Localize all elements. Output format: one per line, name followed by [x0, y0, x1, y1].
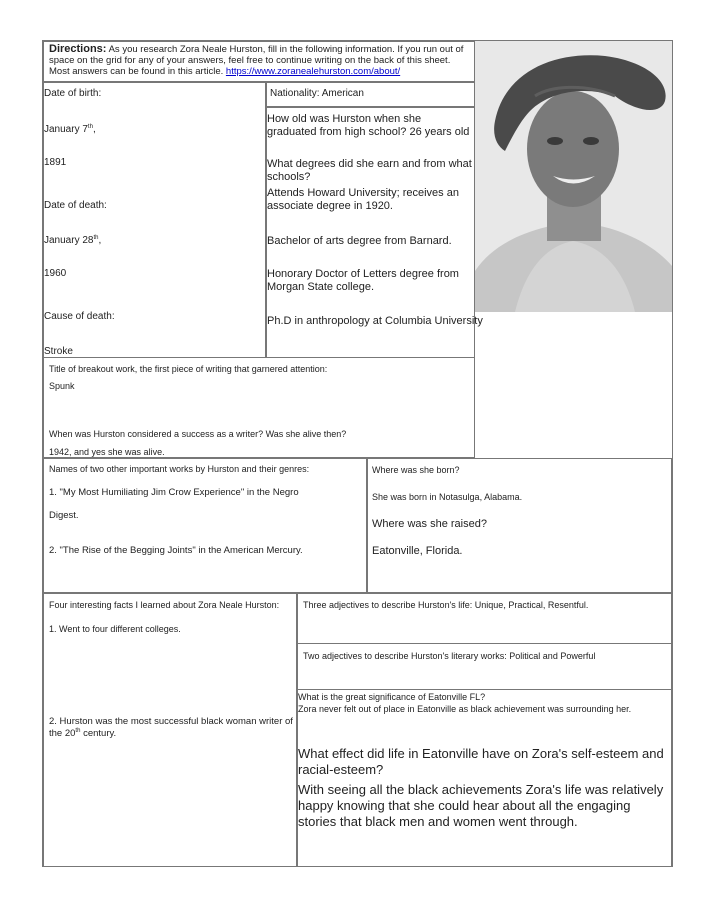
fact-item-2-text: 2. Hurston was the most successful black woman writer of the 20	[49, 716, 293, 739]
birth-label: Date of birth:	[44, 88, 102, 99]
cause-label: Cause of death:	[44, 311, 115, 322]
death-month-day: January 28	[44, 235, 94, 246]
adjectives-works: Two adjectives to describe Hurston's literary works: Political and Powerful	[303, 651, 596, 661]
cause-value: Stroke	[44, 346, 73, 357]
nationality: Nationality: American	[270, 88, 364, 99]
born-answer: She was born in Notasulga, Alabama.	[372, 492, 523, 502]
born-question: Where was she born?	[372, 465, 460, 475]
breakout-question: Title of breakout work, the first piece of writing that garnered attention:	[49, 364, 328, 374]
fact-item-2-end: century.	[80, 728, 117, 739]
degree-item: Honorary Doctor of Letters degree from Morgan State college.	[267, 268, 459, 293]
raised-question: Where was she raised?	[372, 518, 487, 530]
eatonville-box	[297, 689, 672, 867]
degree-item: Ph.D in anthropology at Columbia University	[267, 315, 483, 327]
portrait-photo	[475, 41, 672, 312]
birth-year: 1891	[44, 157, 67, 168]
adjectives-life: Three adjectives to describe Hurston's life: Unique, Practical, Resentful.	[303, 600, 589, 610]
directions	[49, 44, 473, 77]
success-answer: 1942, and yes she was alive.	[49, 447, 165, 457]
effect-answer: With seeing all the black achievements Zora's life was relatively happy knowing that she could hear about all the engaging stories that black men and women went through.	[298, 782, 664, 829]
fact-item-1: 1. Went to four different colleges.	[49, 624, 181, 634]
work-item-2: 2. "The Rise of the Begging Joints" in the American Mercury.	[49, 545, 303, 556]
directions-label: Directions:	[49, 43, 107, 55]
eatonville-answer: Zora never felt out of place in Eatonville as black achievement was surrounding her.	[298, 704, 632, 714]
degrees-question: What degrees did she earn and from what schools?	[267, 158, 472, 183]
facts-label: Four interesting facts I learned about Zora Neale Hurston:	[49, 600, 280, 610]
work-item-1-continued: Digest.	[49, 510, 79, 521]
degree-item: Attends Howard University; receives an associate degree in 1920.	[267, 187, 459, 212]
eatonville-question: What is the great significance of Eatonville FL?	[298, 692, 486, 702]
breakout-answer: Spunk	[49, 381, 75, 391]
success-question: When was Hurston considered a success as a writer? Was she alive then?	[49, 429, 347, 439]
works-question: Names of two other important works by Hurston and their genres:	[49, 464, 310, 474]
death-suffix: th	[93, 235, 99, 241]
birth-suffix: th	[87, 124, 93, 130]
article-link[interactable]: https://www.zoranealehurston.com/about/	[225, 66, 401, 77]
death-year: 1960	[44, 268, 67, 279]
work-item-1: 1. "My Most Humiliating Jim Crow Experience" in the Negro	[49, 487, 299, 498]
graduation-answer: How old was Hurston when she graduated from high school? 26 years old	[267, 113, 470, 138]
raised-answer: Eatonville, Florida.	[372, 545, 463, 557]
fact-item-2-suffix: th	[75, 728, 81, 734]
effect-question: What effect did life in Eatonville have on Zora's self-esteem and racial-esteem?	[298, 746, 664, 777]
birth-date: January 7th,	[44, 124, 96, 135]
death-date: January 28th,	[44, 235, 102, 246]
portrait-image	[475, 41, 672, 312]
works-box	[43, 458, 367, 593]
fact-item-2	[49, 716, 295, 740]
death-label: Date of death:	[44, 200, 107, 211]
degree-item: Bachelor of arts degree from Barnard.	[267, 235, 452, 247]
birth-month-day: January 7	[44, 124, 88, 135]
directions-text: As you research Zora Neale Hurston, fill in the following information. If you run out of space on the grid for any of your answers, feel free to continue writing on the back of this sheet. Most answers can be found in this article.	[49, 44, 464, 77]
